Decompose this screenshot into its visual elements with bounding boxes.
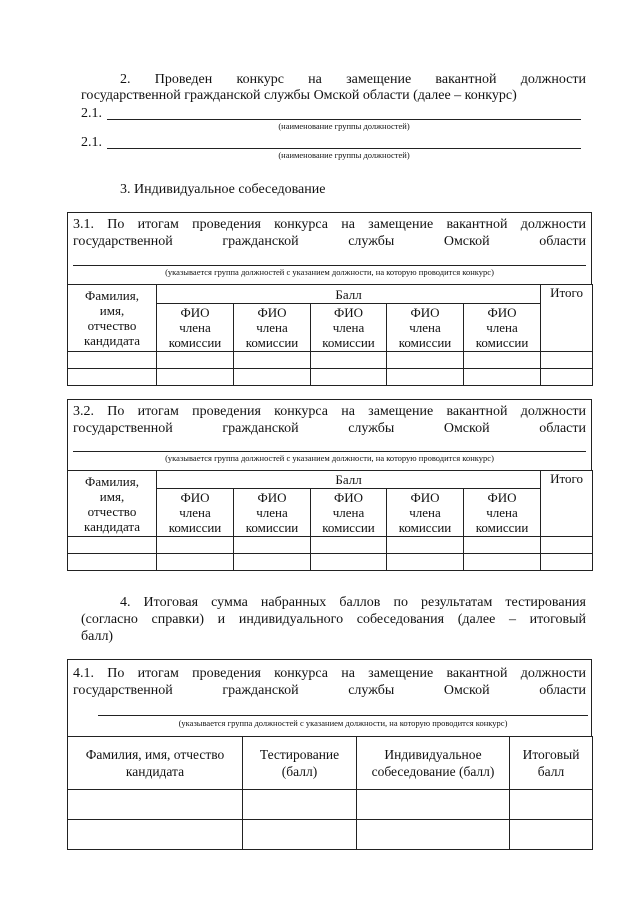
table-3-1-caption: (указывается группа должностей с указанием должности, на которую проводится конкурс) <box>165 267 494 277</box>
table-3-1-intro-line1: 3.1. По итогам проведения конкурса на замещение вакантной должности <box>73 217 586 232</box>
table-4-1-intro-line2: государственной гражданской службы Омской области <box>73 683 586 698</box>
table-cell[interactable] <box>387 369 464 386</box>
col-member-header: ФИО члена комиссии <box>234 489 311 537</box>
table-cell[interactable] <box>68 820 243 850</box>
section2-heading-line2: государственной гражданской службы Омской области (далее – конкурс) <box>81 88 517 103</box>
col-member-header: ФИО члена комиссии <box>234 304 311 352</box>
section4-heading-line3: балл) <box>81 629 114 644</box>
col-member-header: ФИО члена комиссии <box>387 304 464 352</box>
table-cell[interactable] <box>234 369 311 386</box>
table-cell[interactable] <box>464 352 541 369</box>
section4-heading-line2: (согласно справки) и индивидуального собеседования (далее – итоговый <box>81 612 586 627</box>
table-3-2-position-line[interactable] <box>73 451 586 452</box>
table-row <box>68 790 593 820</box>
section3-heading: 3. Индивидуальное собеседование <box>120 182 326 197</box>
table-cell[interactable] <box>68 352 157 369</box>
table-cell[interactable] <box>464 369 541 386</box>
section2-item2-caption: (наименование группы должностей) <box>278 150 410 160</box>
table-cell[interactable] <box>311 352 387 369</box>
table-row <box>68 369 593 386</box>
col-candidate-header: Фамилия, имя, отчество кандидата <box>68 285 157 352</box>
table-3-2-intro-line1: 3.2. По итогам проведения конкурса на замещение вакантной должности <box>73 404 586 419</box>
col-member-header: ФИО члена комиссии <box>311 304 387 352</box>
table-cell[interactable] <box>541 352 593 369</box>
section2-item1-prefix: 2.1. <box>81 106 102 121</box>
col-score-header: Балл <box>157 471 541 489</box>
table-row <box>68 554 593 571</box>
table-cell[interactable] <box>157 537 234 554</box>
table-cell[interactable] <box>234 352 311 369</box>
col-member-header: ФИО члена комиссии <box>464 304 541 352</box>
table-cell[interactable] <box>541 554 593 571</box>
table-4-1-intro-box <box>67 659 592 737</box>
table-cell[interactable] <box>311 369 387 386</box>
table-3-1-intro-box <box>67 212 592 285</box>
col-score-header: Балл <box>157 285 541 304</box>
table-cell[interactable] <box>387 537 464 554</box>
col-candidate-header: Фамилия, имя, отчество кандидата <box>68 471 157 537</box>
col-candidate-header: Фамилия, имя, отчество кандидата <box>68 737 243 790</box>
table-4-1-caption: (указывается группа должностей с указанием должности, на которую проводится конкурс) <box>178 718 508 728</box>
table-cell[interactable] <box>357 790 510 820</box>
section2-item2-prefix: 2.1. <box>81 135 102 150</box>
table-cell[interactable] <box>464 537 541 554</box>
col-member-header: ФИО члена комиссии <box>157 489 234 537</box>
table-cell[interactable] <box>510 820 593 850</box>
table-cell[interactable] <box>510 790 593 820</box>
table-cell[interactable] <box>68 537 157 554</box>
table-cell[interactable] <box>464 554 541 571</box>
table-row <box>68 537 593 554</box>
table-cell[interactable] <box>357 820 510 850</box>
col-member-header: ФИО члена комиссии <box>464 489 541 537</box>
table-row <box>68 820 593 850</box>
table-cell[interactable] <box>311 537 387 554</box>
col-total-header: Итого <box>541 471 593 537</box>
section2-item2-line[interactable] <box>107 148 581 149</box>
table-cell[interactable] <box>68 790 243 820</box>
table-cell[interactable] <box>157 554 234 571</box>
table-4-1-intro-line1: 4.1. По итогам проведения конкурса на замещение вакантной должности <box>73 666 586 681</box>
table-cell[interactable] <box>68 554 157 571</box>
table-3-1 <box>67 284 593 386</box>
table-3-2-intro-line2: государственной гражданской службы Омской области <box>73 421 586 436</box>
col-interview-header: Индивидуальное собеседование (балл) <box>357 737 510 790</box>
section2-heading-line1: 2. Проведен конкурс на замещение вакантной должности <box>120 72 586 87</box>
table-3-1-position-line[interactable] <box>73 265 586 266</box>
section2-item1-line[interactable] <box>107 119 581 120</box>
table-4-1-position-line[interactable] <box>98 715 588 716</box>
table-cell[interactable] <box>541 537 593 554</box>
table-cell[interactable] <box>157 352 234 369</box>
table-cell[interactable] <box>387 554 464 571</box>
table-cell[interactable] <box>311 554 387 571</box>
col-final-header: Итоговый балл <box>510 737 593 790</box>
table-cell[interactable] <box>243 790 357 820</box>
col-member-header: ФИО члена комиссии <box>311 489 387 537</box>
table-cell[interactable] <box>68 369 157 386</box>
table-row <box>68 352 593 369</box>
col-member-header: ФИО члена комиссии <box>387 489 464 537</box>
table-cell[interactable] <box>541 369 593 386</box>
table-cell[interactable] <box>157 369 234 386</box>
section2-item1-caption: (наименование группы должностей) <box>278 121 410 131</box>
col-total-header: Итого <box>541 285 593 352</box>
col-testing-header: Тестирование (балл) <box>243 737 357 790</box>
table-cell[interactable] <box>243 820 357 850</box>
table-3-2 <box>67 470 593 571</box>
section4-heading-line1: 4. Итоговая сумма набранных баллов по результатам тестирования <box>120 595 586 610</box>
table-cell[interactable] <box>234 537 311 554</box>
table-cell[interactable] <box>234 554 311 571</box>
table-4-1 <box>67 736 593 850</box>
col-member-header: ФИО члена комиссии <box>157 304 234 352</box>
table-3-2-intro-box <box>67 399 592 471</box>
table-3-2-caption: (указывается группа должностей с указанием должности, на которую проводится конкурс) <box>165 453 494 463</box>
table-cell[interactable] <box>387 352 464 369</box>
table-3-1-intro-line2: государственной гражданской службы Омской области <box>73 234 586 249</box>
